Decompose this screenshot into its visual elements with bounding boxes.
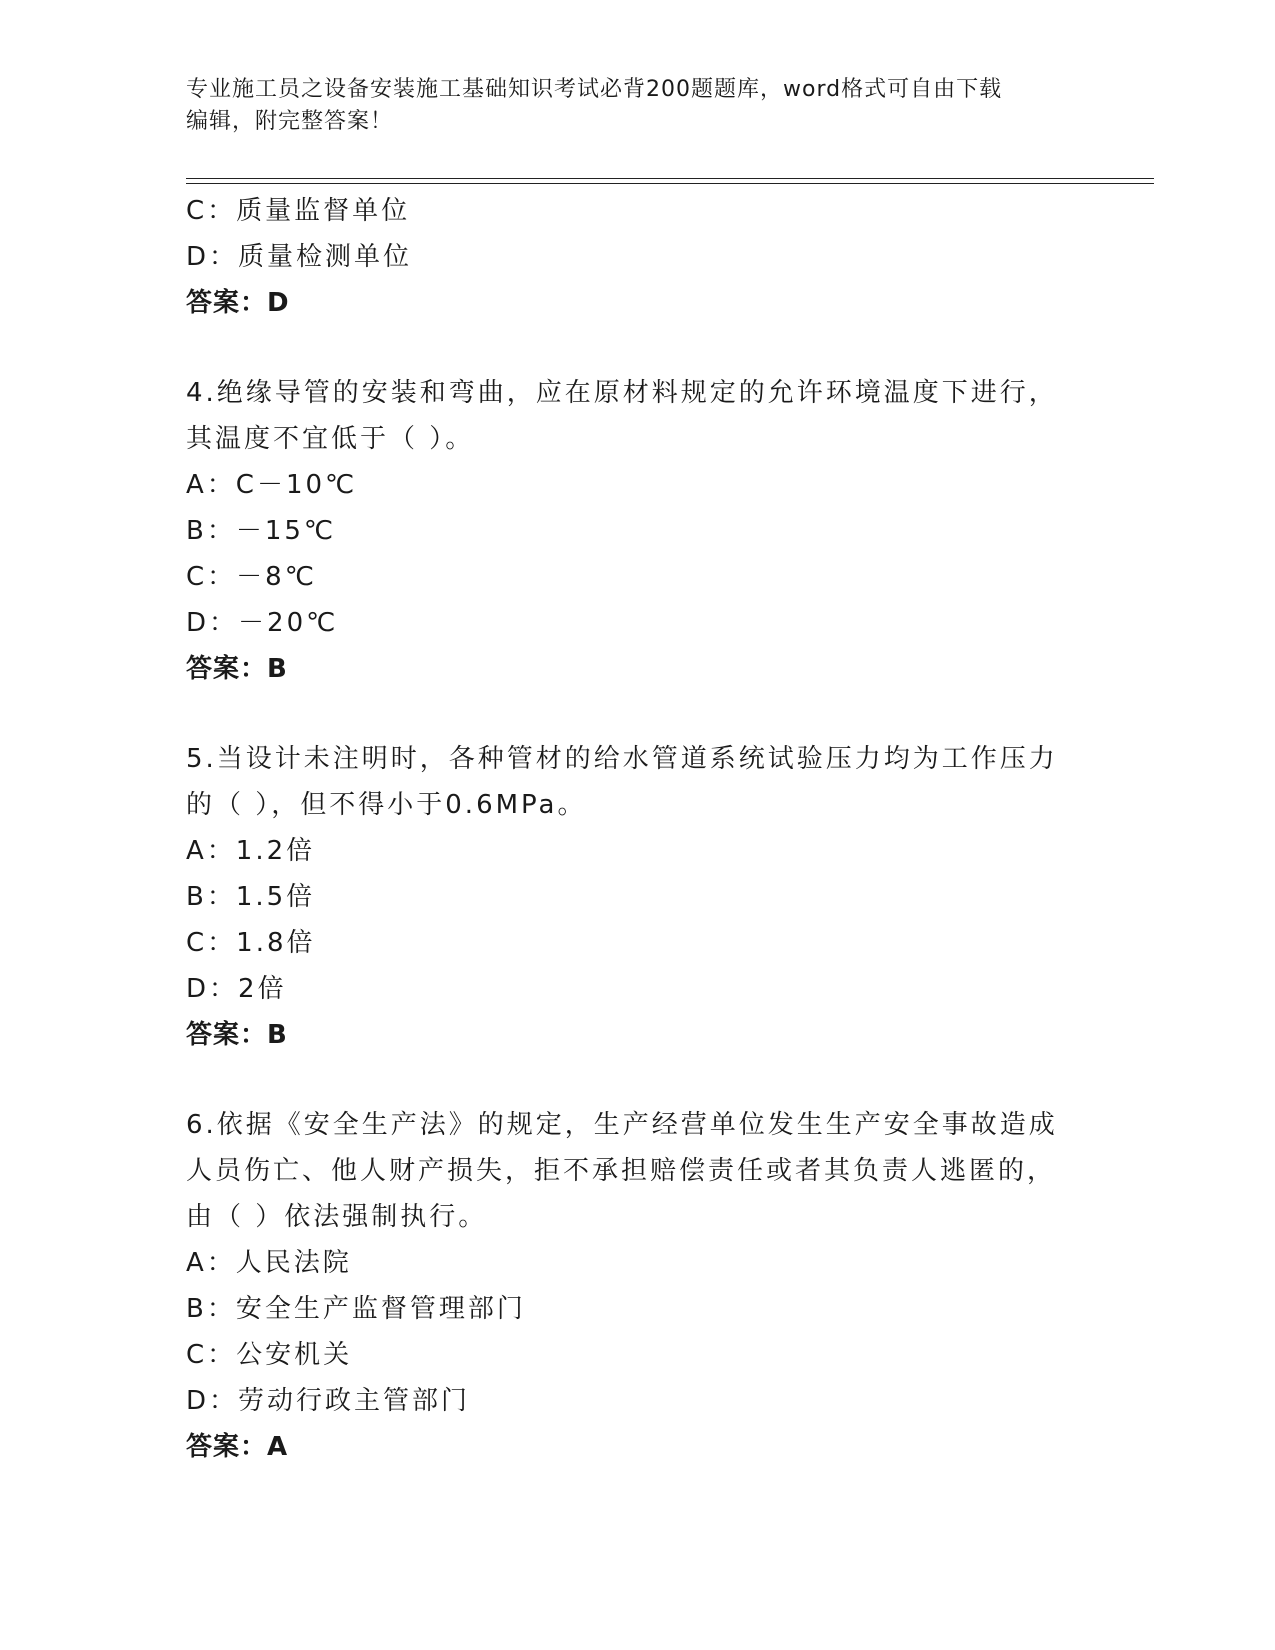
question-3-option-d: D：质量检测单位: [186, 242, 413, 272]
header-line-2: 编辑，附完整答案！: [186, 109, 394, 134]
question-5: [186, 736, 1086, 1058]
question-5-option-c: C：1.8倍: [186, 928, 316, 958]
document-header: [186, 74, 1066, 138]
spacer: [186, 1058, 1086, 1102]
question-4: [186, 370, 1086, 692]
question-6-option-c: C：公安机关: [186, 1340, 353, 1370]
question-3-partial: [186, 188, 1086, 326]
question-4-option-a: A：C－10℃: [186, 470, 358, 500]
question-6-option-d: D：劳动行政主管部门: [186, 1386, 471, 1416]
question-5-answer: 答案：B: [186, 1020, 288, 1050]
question-4-stem-line-1: 4.绝缘导管的安装和弯曲，应在原材料规定的允许环境温度下进行，: [186, 378, 1058, 408]
question-4-stem-line-2: 其温度不宜低于（ ）。: [186, 424, 475, 454]
question-5-stem-line-1: 5.当设计未注明时，各种管材的给水管道系统试验压力均为工作压力: [186, 744, 1058, 774]
question-6-stem-line-2: 人员伤亡、他人财产损失，拒不承担赔偿责任或者其负责人逃匿的，: [186, 1156, 1057, 1186]
question-3-option-c: C：质量监督单位: [186, 196, 411, 226]
header-line-1: 专业施工员之设备安装施工基础知识考试必背200题题库，word格式可自由下载: [186, 77, 1003, 102]
question-6: [186, 1102, 1086, 1470]
question-6-stem-line-3: 由（ ）依法强制执行。: [186, 1202, 488, 1232]
question-5-option-b: B：1.5倍: [186, 882, 316, 912]
question-6-option-a: A：人民法院: [186, 1248, 352, 1278]
question-4-option-b: B：－15℃: [186, 516, 337, 546]
question-4-option-d: D：－20℃: [186, 608, 339, 638]
question-4-answer: 答案：B: [186, 654, 288, 684]
question-5-option-d: D：2倍: [186, 974, 287, 1004]
spacer: [186, 326, 1086, 370]
header-divider-top: [186, 178, 1154, 179]
question-6-option-b: B：安全生产监督管理部门: [186, 1294, 526, 1324]
question-6-answer: 答案：A: [186, 1432, 289, 1462]
question-5-option-a: A：1.2倍: [186, 836, 316, 866]
question-4-option-c: C：－8℃: [186, 562, 317, 592]
spacer: [186, 692, 1086, 736]
question-5-stem-line-2: 的（ ），但不得小于0.6MPa。: [186, 790, 587, 820]
question-list: [186, 188, 1086, 1470]
question-6-stem-line-1: 6.依据《安全生产法》的规定，生产经营单位发生生产安全事故造成: [186, 1110, 1058, 1140]
question-3-answer: 答案：D: [186, 288, 290, 318]
header-divider-bottom: [186, 183, 1154, 184]
